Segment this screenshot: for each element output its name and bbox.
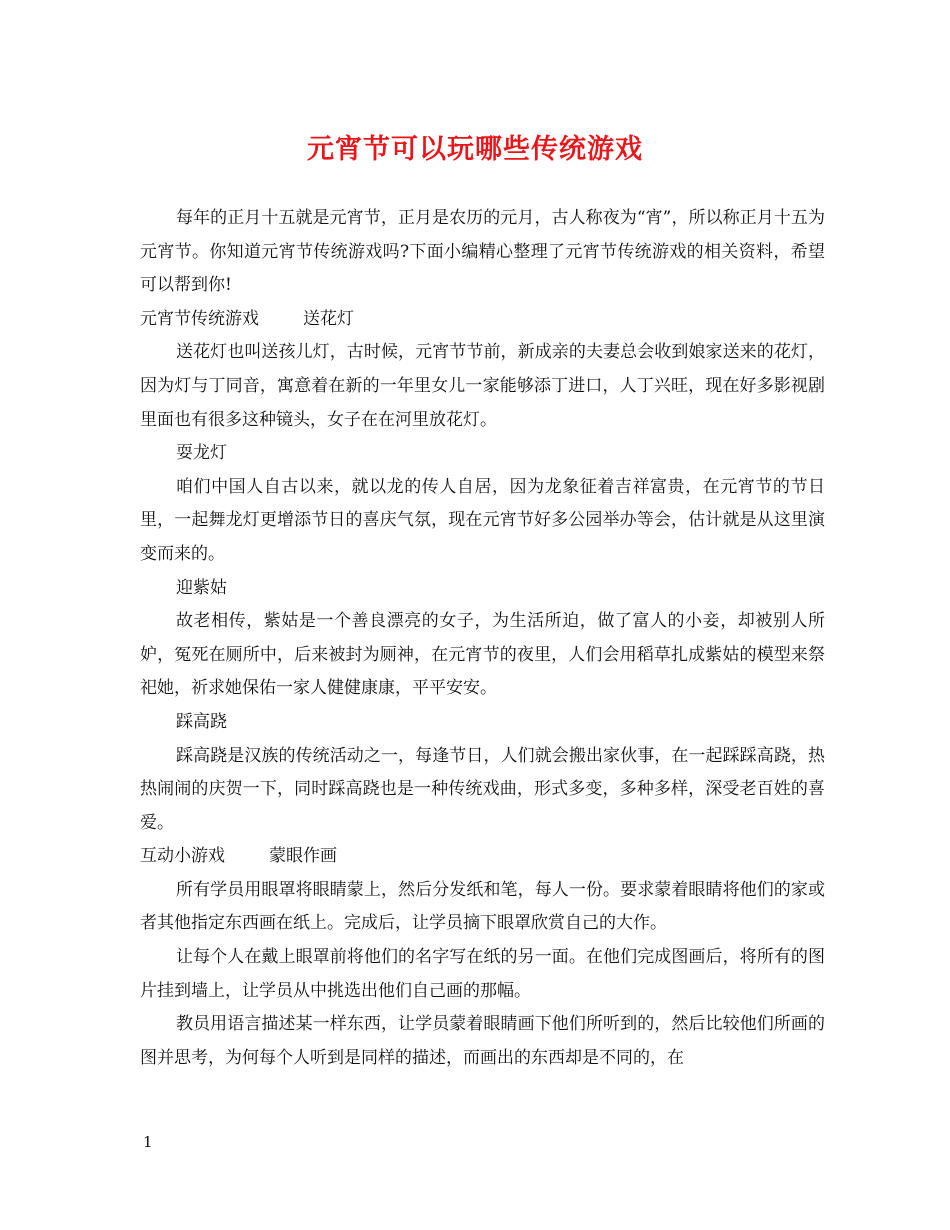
paragraph-shualongdeng: 咱们中国人自古以来，就以龙的传人自居，因为龙象征着吉祥富贵，在元宵节的节日里，一起舞龙灯更增添节日的喜庆气氛，现在元宵节好多公园举办等会，估计就是从这里演变而来的。 xyxy=(140,476,825,564)
section-heading-label: 元宵节传统游戏 xyxy=(140,308,259,329)
intro-paragraph: 每年的正月十五就是元宵节，正月是农历的元月，古人称夜为“宵”，所以称正月十五为元宵节。你知道元宵节传统游戏吗?下面小编精心整理了元宵节传统游戏的相关资料，希望可以帮到你! xyxy=(140,208,825,296)
subheading-mengyanzuohua: 蒙眼作画 xyxy=(269,846,337,867)
document-title: 元宵节可以玩哪些传统游戏 xyxy=(307,134,643,165)
subheading-yingzigu: 迎紫姑 xyxy=(176,577,227,598)
section-heading-traditional-games xyxy=(140,303,825,337)
paragraph-game-3: 教员用语言描述某一样东西，让学员蒙着眼睛画下他们所听到的，然后比较他们所画的图并思考，为何每个人听到是同样的描述，而画出的东西却是不同的，在 xyxy=(140,1014,825,1068)
paragraph-songhuadeng: 送花灯也叫送孩儿灯，古时候，元宵节节前，新成亲的夫妻总会收到娘家送来的花灯，因为灯与丁同音，寓意着在新的一年里女儿一家能够添丁进口，人丁兴旺，现在好多影视剧里面也有很多这种镜头，女子在在河里放花灯。 xyxy=(140,342,825,430)
subheading-songhuadeng: 送花灯 xyxy=(303,308,354,329)
subheading-caigaoqiao: 踩高跷 xyxy=(176,711,227,732)
document-body xyxy=(140,202,825,1075)
page-number: 1 xyxy=(143,1133,153,1151)
section-heading-interactive-games xyxy=(140,840,825,874)
paragraph-yingzigu: 故老相传，紫姑是一个善良漂亮的女子，为生活所迫，做了富人的小妾，却被别人所妒，冤死在厕所中，后来被封为厕神，在元宵节的夜里，人们会用稻草扎成紫姑的模型来祭祀她，祈求她保佑一家人健健康康，平平安安。 xyxy=(140,611,825,699)
paragraph-game-1: 所有学员用眼罩将眼睛蒙上，然后分发纸和笔，每人一份。要求蒙着眼睛将他们的家或者其他指定东西画在纸上。完成后，让学员摘下眼罩欣赏自己的大作。 xyxy=(140,879,825,934)
paragraph-game-2: 让每个人在戴上眼罩前将他们的名字写在纸的另一面。在他们完成图画后，将所有的图片挂到墙上，让学员从中挑选出他们自己画的那幅。 xyxy=(140,947,825,1001)
section-heading-label: 互动小游戏 xyxy=(140,846,225,867)
paragraph-caigaoqiao: 踩高跷是汉族的传统活动之一，每逢节日，人们就会搬出家伙事，在一起踩踩高跷，热热闹闹的庆贺一下，同时踩高跷也是一种传统戏曲，形式多变，多种多样，深受老百姓的喜爱。 xyxy=(140,745,825,833)
subheading-shualongdeng: 耍龙灯 xyxy=(176,443,227,464)
